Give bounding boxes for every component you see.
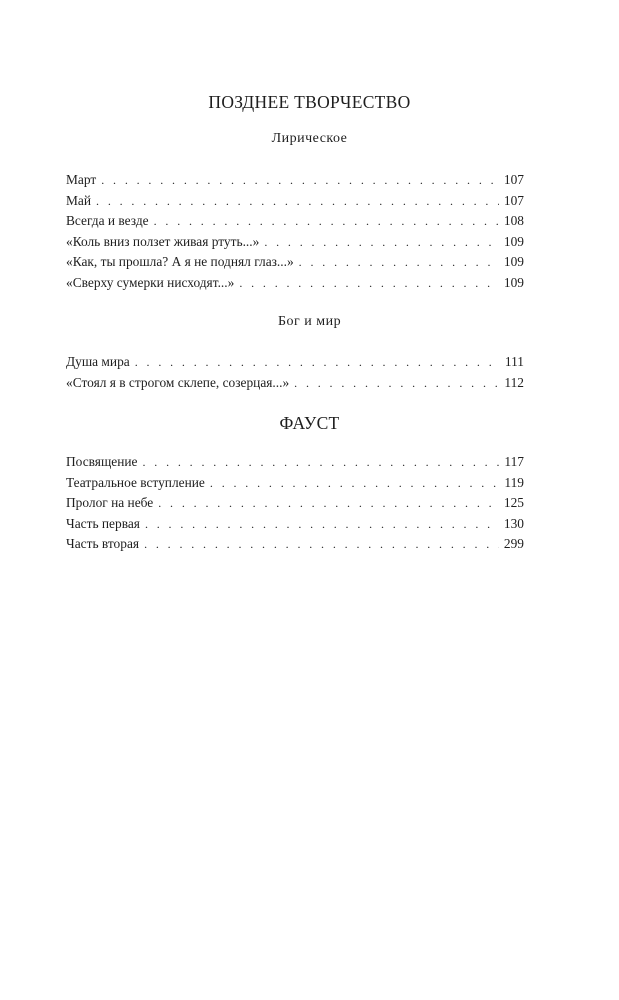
toc-entry[interactable] [66, 352, 524, 373]
toc-entry[interactable] [66, 493, 524, 514]
subsection-heading-lyrical: Лирическое [271, 131, 348, 146]
toc-entry-title: Всегда и везде [66, 213, 149, 228]
toc-entry-title: «Стоял я в строгом склепе, созерцая...» [66, 374, 290, 390]
toc-entry-page: 109 [503, 274, 524, 290]
section-heading-faust: ФАУСТ [279, 413, 340, 433]
dot-leader [239, 273, 499, 294]
toc-list-faust [66, 452, 524, 555]
dot-leader [154, 211, 499, 232]
toc-entry-title: Март [66, 172, 97, 187]
toc-entry-title: Май [66, 192, 92, 208]
toc-entry-title: «Коль вниз ползет живая ртуть...» [66, 233, 260, 249]
toc-entry[interactable] [66, 452, 524, 473]
toc-entry[interactable] [66, 373, 524, 394]
toc-list-god-and-world [66, 352, 524, 393]
dot-leader [101, 170, 499, 191]
toc-entry-page: 112 [504, 374, 524, 390]
section-heading-late-work: ПОЗДНЕЕ ТВОРЧЕСТВО [208, 92, 411, 112]
dot-leader [142, 452, 499, 473]
dot-leader [144, 534, 499, 555]
dot-leader [210, 473, 500, 494]
toc-entry[interactable] [66, 191, 524, 212]
toc-entry-title: Часть первая [66, 515, 140, 531]
dot-leader [299, 252, 499, 273]
toc-entry-title: Посвящение [66, 454, 138, 469]
toc-entry[interactable] [66, 252, 524, 273]
dot-leader [294, 373, 499, 394]
toc-entry[interactable] [66, 211, 524, 232]
toc-entry-page: 130 [503, 515, 524, 531]
toc-entry-page: 125 [503, 495, 524, 510]
toc-entry[interactable] [66, 273, 524, 294]
toc-entry-page: 119 [504, 474, 524, 490]
toc-entry-page: 108 [503, 213, 524, 228]
toc-entry[interactable] [66, 534, 524, 555]
dot-leader [264, 232, 499, 253]
dot-leader [158, 493, 499, 514]
toc-entry-title: Душа мира [66, 354, 130, 369]
toc-entry-page: 117 [504, 454, 524, 469]
toc-entry[interactable] [66, 514, 524, 535]
toc-entry-title: Часть вторая [66, 536, 140, 551]
toc-entry[interactable] [66, 473, 524, 494]
toc-entry-page: 299 [503, 536, 524, 551]
subsection-heading-god-and-world: Бог и мир [277, 314, 342, 329]
toc-entry-title: Театральное вступление [66, 474, 205, 490]
toc-entry[interactable] [66, 170, 524, 191]
toc-entry-page: 111 [504, 354, 524, 369]
toc-entry-title: «Как, ты прошла? А я не поднял глаз...» [66, 254, 294, 269]
toc-entry-page: 109 [503, 233, 524, 249]
toc-entry-page: 107 [503, 192, 524, 208]
dot-leader [135, 352, 500, 373]
toc-entry-page: 109 [503, 254, 524, 269]
toc-entry-page: 107 [503, 172, 524, 187]
toc-entry[interactable] [66, 232, 524, 253]
toc-list-lyrical [66, 170, 524, 293]
dot-leader [145, 514, 499, 535]
toc-entry-title: «Сверху сумерки нисходят...» [66, 274, 235, 290]
toc-entry-title: Пролог на небе [66, 495, 154, 510]
dot-leader [96, 191, 499, 212]
